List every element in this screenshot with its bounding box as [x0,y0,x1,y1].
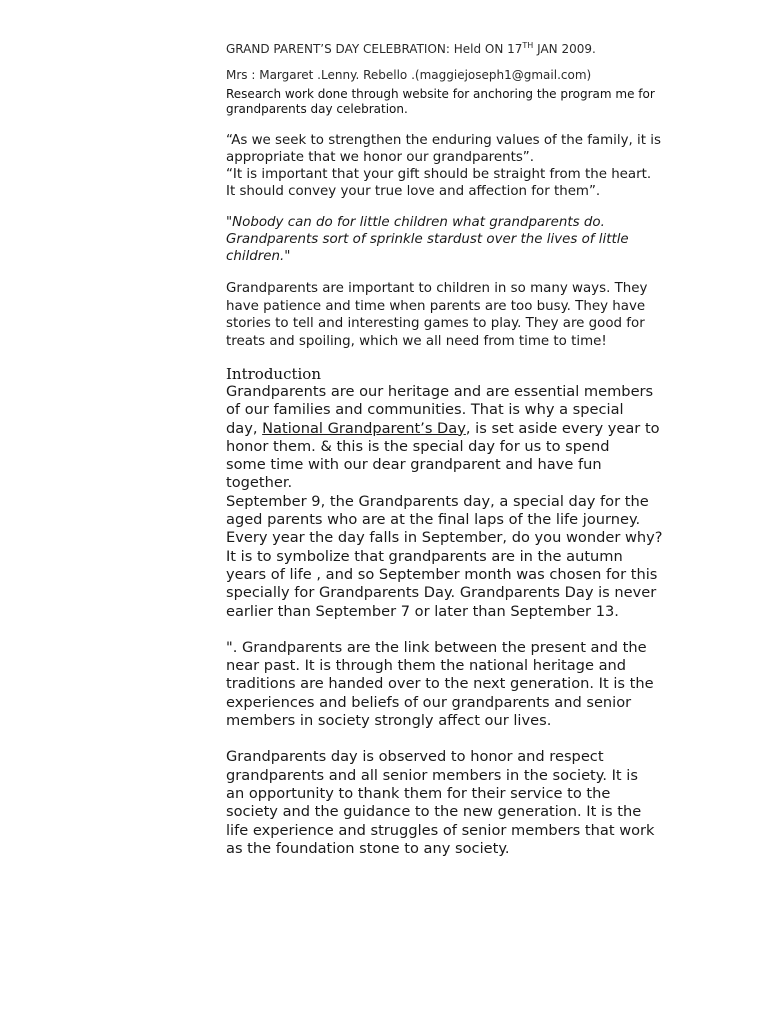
paragraph-line: ". Grandparents are the link between the present and the [226,638,647,656]
paragraph-line: treats and spoiling, which we all need from time to time! [226,333,607,349]
quote-line: It should convey your true love and affection for them”. [226,184,601,199]
research-line: grandparents day celebration. [226,102,408,116]
paragraph-line: an opportunity to thank them for their service to the [226,784,611,802]
introduction-paragraph-2 [226,493,686,621]
italic-quote-line: "Nobody can do for little children what grandparents do. [226,215,605,230]
paragraph-line: life experience and struggles of senior members that work [226,821,655,839]
text-run: day, [226,419,263,437]
paragraph-line: stories to tell and interesting games to play. They are good for [226,316,645,331]
research-line: Research work done through website for anchoring the program me for [226,87,655,101]
quote-line: “It is important that your gift should be straight from the heart. [226,167,652,182]
text-run: , is set aside every year to [465,419,660,437]
paragraph-line: Grandparents are our heritage and are essential members [226,383,654,400]
paragraph-line: Grandparents are important to children in so many ways. They [226,281,648,296]
paragraph-line: It is to symbolize that grandparents are in the autumn [226,547,623,565]
paragraph-line: experiences and beliefs of our grandparents and senior [226,693,632,711]
paragraph-line: Every year the day falls in September, do you wonder why? [226,529,663,547]
italic-quote [226,214,686,265]
paragraph-line: grandparents and all senior members in the society. It is [226,766,638,784]
paragraph-line: September 9, the Grandparents day, a special day for the [226,492,649,510]
paragraph-line-with-link [226,420,686,438]
italic-quote-line: Grandparents sort of sprinkle stardust over the lives of little [226,232,629,247]
document-title [226,40,686,58]
paragraph-line: society and the guidance to the new generation. It is the [226,803,642,821]
paragraph-line: aged parents who are at the final laps of the life journey. [226,511,641,529]
paragraph-line: have patience and time when parents are too busy. They have [226,298,646,314]
document-page [226,40,686,858]
national-grandparents-day-link[interactable]: National Grandparent’s Day [262,419,466,437]
paragraph-line: together. [226,474,293,492]
paragraph-line: of our families and communities. That is why a special [226,401,624,419]
introduction-paragraph-3 [226,639,686,730]
paragraph-line: members in society strongly affect our lives. [226,712,552,730]
introduction-heading: Introduction [226,365,321,383]
title-superscript: TH [522,41,534,50]
paragraph-line: traditions are handed over to the next generation. It is the [226,675,654,693]
paragraph-line: specially for Grandparents Day. Grandparents Day is never [226,584,657,602]
title-date-text: JAN 2009. [533,42,596,56]
paragraph-line: near past. It is through them the national heritage and [226,657,627,675]
paragraph-line: earlier than September 7 or later than September 13. [226,602,619,620]
author-line: Mrs : Margaret .Lenny. Rebello .(maggiejoseph1@gmail.com) [226,68,592,82]
paragraph-line: years of life , and so September month was chosen for this [226,565,658,583]
paragraph-line: Grandparents day is observed to honor and respect [226,748,604,766]
introduction-paragraph-1 [226,383,686,493]
italic-quote-line: children." [226,249,291,264]
quote-line: appropriate that we honor our grandparents”. [226,150,535,165]
importance-paragraph [226,280,686,350]
introduction-paragraph-4 [226,748,686,858]
research-note [226,87,686,117]
paragraph-line: as the foundation stone to any society. [226,839,510,857]
paragraph-line: honor them. & this is the special day for us to spend [226,437,610,455]
paragraph-line: some time with our dear grandparent and have fun [226,456,602,474]
quote-line: “As we seek to strengthen the enduring values of the family, it is [226,133,661,148]
title-text: GRAND PARENT’S DAY CELEBRATION: Held ON 17 [226,42,523,56]
opening-quotes [226,132,686,200]
